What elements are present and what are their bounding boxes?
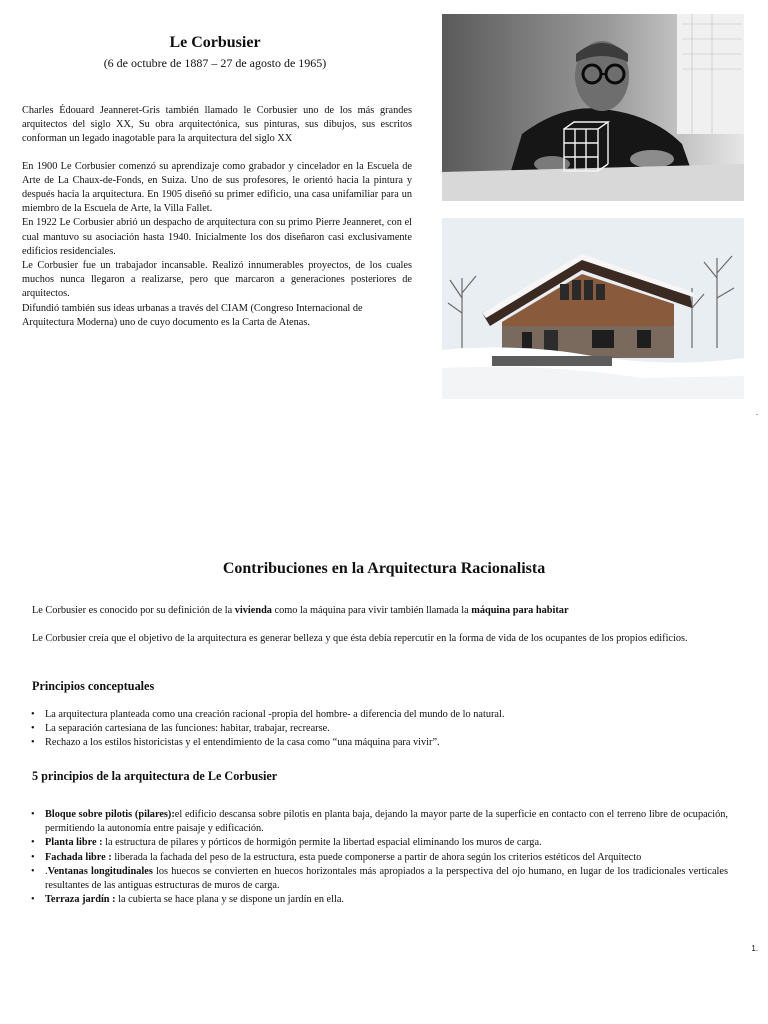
list-item: • .Ventanas longitudinales los huecos se convierten en huecos horizontales más apropiados a la perspectiva del ojo humano, en lugar de los tradicionales verticales resultantes de las antiguas estructuras de muros de carga. — [30, 865, 728, 893]
list-item: • Planta libre : la estructura de pilares y pórticos de hormigón permite la libertad espacial eliminando los muros de carga. — [30, 836, 728, 850]
bio-paragraph: Le Corbusier fue un trabajador incansable. Realizó innumerables proyectos, de los cuales muchos nunca llegaron a realizarse, pero que marcaron a generaciones posteriores de arquitectos. — [22, 260, 412, 300]
biography — [22, 104, 412, 330]
portrait-photo-illustration — [442, 14, 744, 201]
page-number: 1. — [751, 944, 758, 953]
list-item: • La separación cartesiana de las funciones: habitar, trabajar, recrearse. — [30, 722, 730, 736]
bio-paragraph: En 1900 Le Corbusier comenzó su aprendizaje como grabador y cincelador en la Escuela de Arte de La Chaux-de-Fonds, en Suiza. Uno de sus profesores, le orientó hacia la pintura y después hacia la arquitectura. En 1905 diseñó su primer edificio, una casa unifamiliar para un miembro de la Escuela de Arte, la Villa Fallet. — [22, 160, 412, 215]
house-photo — [442, 218, 744, 399]
section-title: Contribuciones en la Arquitectura Racionalista — [222, 560, 546, 577]
life-dates: (6 de octubre de 1887 – 27 de agosto de 1965) — [103, 56, 327, 70]
portrait-photo — [442, 14, 744, 201]
principles-heading: Principios conceptuales — [32, 679, 155, 693]
stray-mark: . — [756, 408, 758, 417]
list-item: • Fachada libre : liberada la fachada del peso de la estructura, esta puede componerse a partir de ahora según los criterios estéticos del Arquitecto — [30, 851, 728, 865]
principle-term: Ventanas longitudinales — [47, 865, 153, 877]
highlight-maquina: máquina para habitar — [471, 605, 569, 616]
intro-paragraph: Le Corbusier es conocido por su definición de la vivienda como la máquina para vivir también llamada la máquina para habitar — [32, 605, 569, 616]
principle-term: Planta libre : — [45, 837, 103, 849]
house-photo-illustration — [442, 218, 744, 399]
principle-term: Terraza jardín : — [45, 894, 116, 906]
list-item: • La arquitectura planteada como una creación racional -propia del hombre- a diferencia del mundo de lo natural. — [30, 708, 730, 722]
five-principles-heading: 5 principios de la arquitectura de Le Corbusier — [32, 769, 278, 783]
bio-paragraph: Charles Édouard Jeanneret-Gris también llamado le Corbusier uno de los más grandes arquitectos del siglo XX, Su obra arquitectónica, sus pinturas, sus dibujos, sus escritos conforman un legado inagotable para la arquitectura del siglo XX — [22, 105, 412, 145]
list-item: • Bloque sobre pilotis (pilares):el edificio descansa sobre pilotis en planta baja, dejando la mayor parte de la superficie en contacto con el terreno libre de ocupación, permitiendo la autonomía entre paisaje y edificación. — [30, 808, 728, 836]
bio-paragraph: Difundió también sus ideas urbanas a través del CIAM (Congreso Internacional de Arquitectura Moderna) uno de cuyo documento es la Carta de Atenas. — [22, 302, 363, 328]
highlight-vivienda: vivienda — [234, 605, 272, 616]
principles-list — [30, 708, 730, 751]
bio-paragraph: En 1922 Le Corbusier abrió un despacho de arquitectura con su primo Pierre Jeanneret, con el cual mantuvo su asociación hasta 1940. Inicialmente los dos diseñaron casi exclusivamente edificios residenciales. — [22, 217, 412, 257]
principle-term: Bloque sobre pilotis (pilares): — [45, 809, 175, 820]
page-title: Le Corbusier — [169, 34, 261, 51]
principle-term: Fachada libre : — [45, 851, 112, 863]
five-principles-list — [30, 808, 728, 907]
list-item: • Rechazo a los estilos historicistas y el entendimiento de la casa como “una máquina para vivir”. — [30, 736, 730, 750]
list-item: • Terraza jardín : la cubierta se hace plana y se dispone un jardín en ella. — [30, 893, 728, 907]
beauty-paragraph: Le Corbusier creía que el objetivo de la arquitectura es generar belleza y que ésta debía repercutir en la forma de vida de los ocupantes de los propios edificios. — [32, 633, 688, 644]
